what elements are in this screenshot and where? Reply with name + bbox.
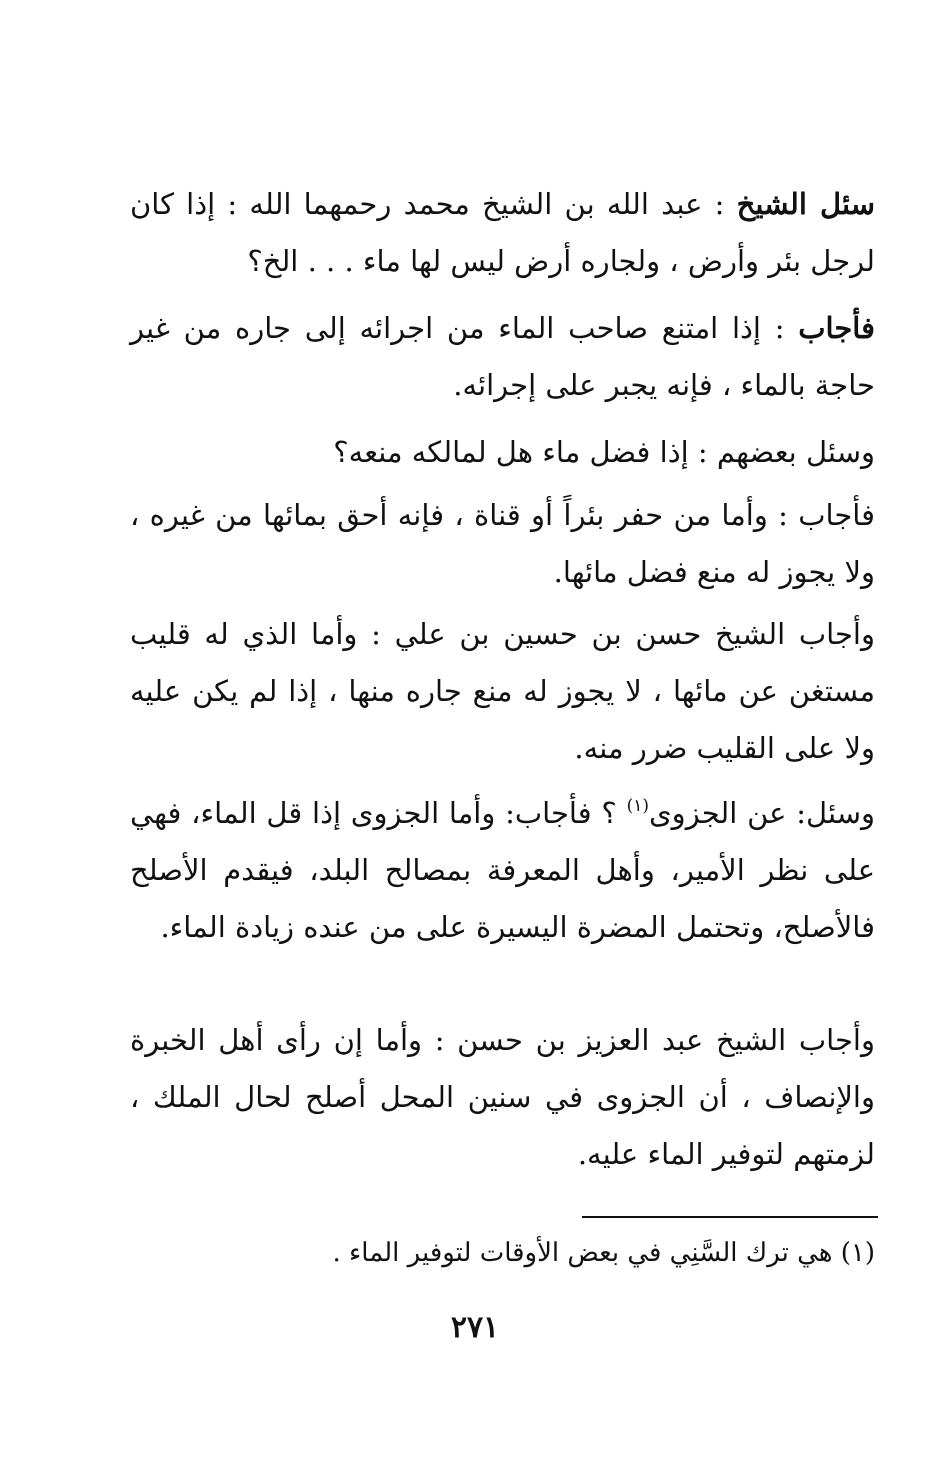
footnote: (١) هي ترك السَّنِي في بعض الأوقات لتوفير الماء . [332, 1238, 875, 1268]
paragraph-text: وأجاب الشيخ عبد العزيز بن حسن : وأما إن رأى أهل الخبرة والإنصاف ، أن الجزوى في سنين المحل أصلح لحال الملك ، لزمتهم لتوفير الماء عليه. [130, 1023, 875, 1171]
paragraph-text: ؟ فأجاب: وأما الجزوى إذا قل الماء، فهي على نظر الأمير، وأهل المعرفة بمصالح البلد، فيقدم الأصلح فالأصلح، وتحتمل المضرة اليسيرة على من عنده زيادة الماء. [130, 796, 875, 944]
paragraph-question-2 [130, 424, 875, 481]
paragraph-lead: سئل الشيخ [736, 187, 876, 221]
paragraph-text: وأجاب الشيخ حسن بن حسين بن علي : وأما الذي له قليب مستغن عن مائها ، لا يجوز له منع جاره منها ، إذا لم يكن عليه ولا على القليب ضرر منه. [130, 617, 875, 765]
paragraph-text: وسئل: عن الجزوى [648, 796, 876, 830]
paragraph-answer-4 [130, 1012, 875, 1183]
page-number: ٢٧١ [450, 1310, 500, 1345]
paragraph-answer-2 [130, 487, 875, 601]
paragraph-question-3 [130, 785, 875, 956]
footnote-reference: (١) [626, 796, 649, 816]
footnote-divider [582, 1216, 878, 1218]
paragraph-answer-1 [130, 300, 875, 414]
paragraph-answer-3 [130, 606, 875, 777]
paragraph-lead: فأجاب [798, 311, 875, 345]
paragraph-text: فأجاب : وأما من حفر بئراً أو قناة ، فإنه أحق بمائها من غيره ، ولا يجوز له منع فضل مائها. [130, 498, 875, 589]
paragraph-text: وسئل بعضهم : إذا فضل ماء هل لمالكه منعه؟ [333, 435, 875, 469]
paragraph-question-1 [130, 176, 875, 290]
paragraph-text: : عبد الله بن الشيخ محمد رحمهما الله : إذا كان لرجل بئر وأرض ، ولجاره أرض ليس لها ماء . . . الخ؟ [130, 187, 875, 278]
paragraph-text: : إذا امتنع صاحب الماء من اجرائه إلى جاره من غير حاجة بالماء ، فإنه يجبر على إجرائه. [130, 311, 875, 402]
